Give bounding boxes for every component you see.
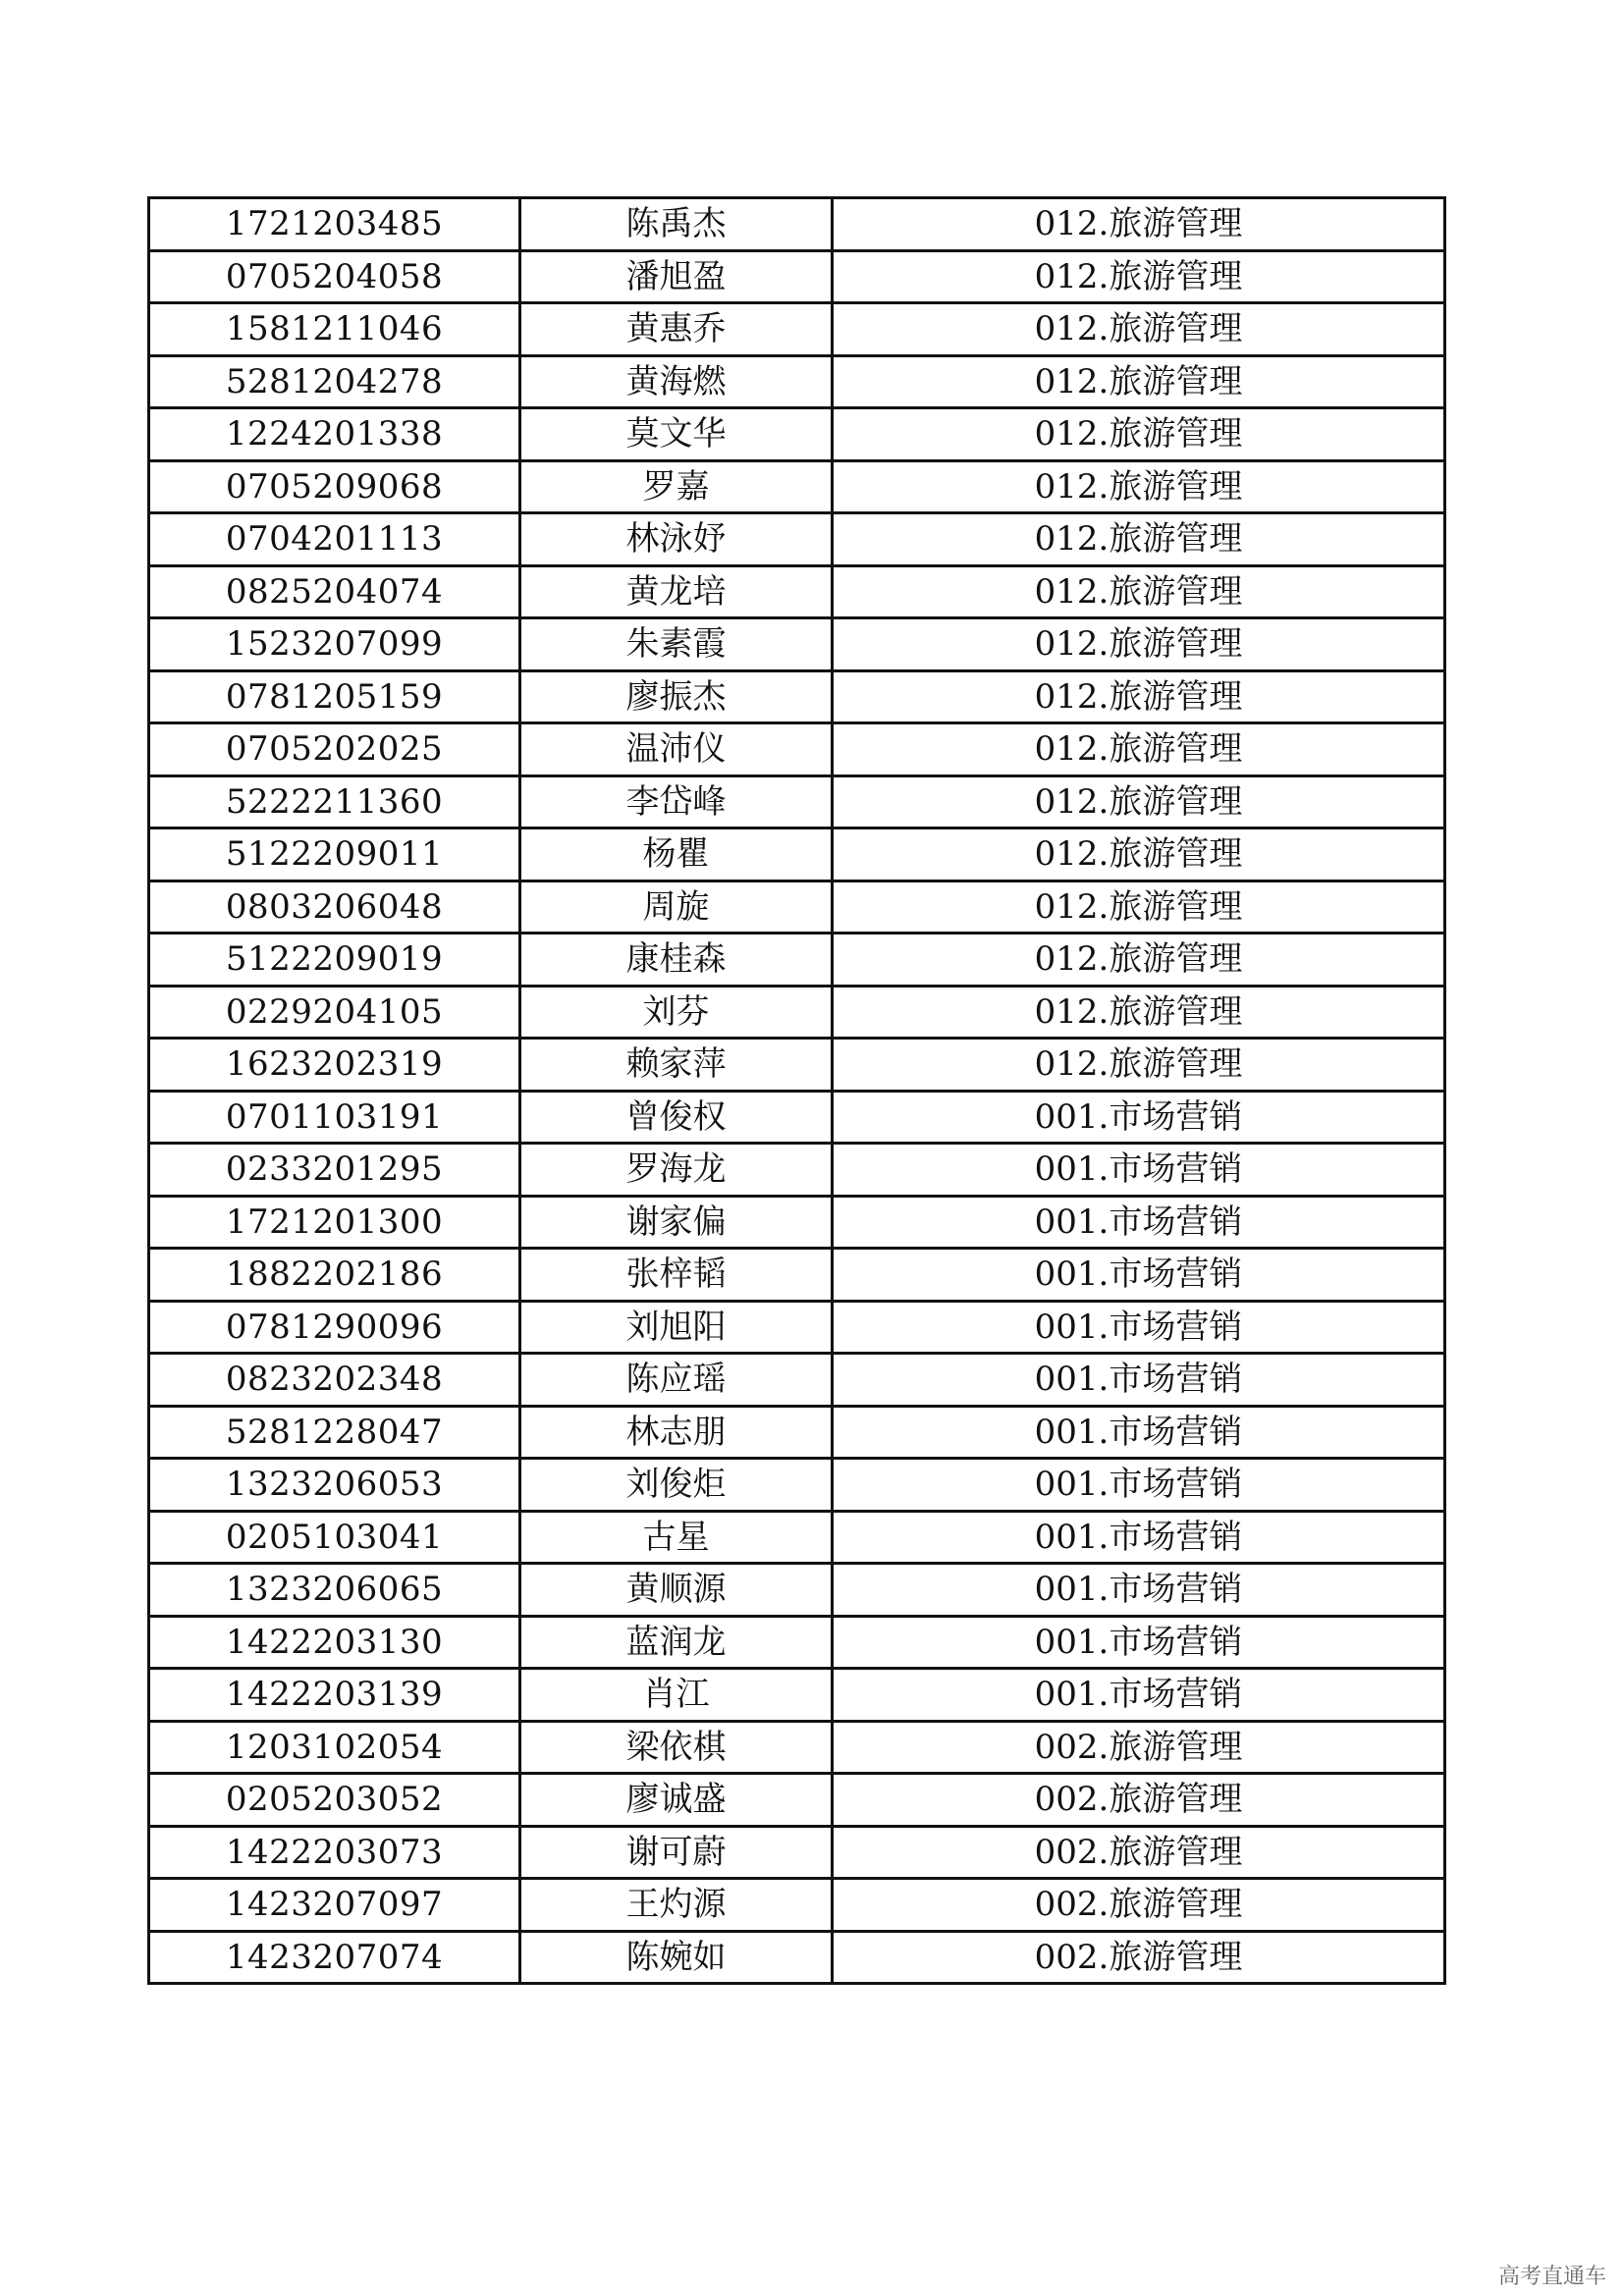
major-cell: 001.市场营销 [833, 1144, 1445, 1197]
table-row [149, 1249, 1445, 1302]
major-cell: 001.市场营销 [833, 1301, 1445, 1354]
student-name-cell: 莫文华 [520, 408, 833, 461]
table-row [149, 618, 1445, 671]
student-id-cell: 1721203485 [149, 198, 520, 251]
major-cell: 002.旅游管理 [833, 1931, 1445, 1984]
student-id-cell: 5281228047 [149, 1406, 520, 1459]
student-name-cell: 刘俊炬 [520, 1459, 833, 1512]
major-cell: 001.市场营销 [833, 1249, 1445, 1302]
table-row [149, 1564, 1445, 1617]
table-row [149, 881, 1445, 934]
student-name-cell: 黄龙培 [520, 565, 833, 618]
student-id-cell: 0781205159 [149, 670, 520, 723]
student-name-cell: 罗嘉 [520, 460, 833, 513]
table-row [149, 355, 1445, 408]
student-id-cell: 0705202025 [149, 723, 520, 776]
student-id-cell: 5281204278 [149, 355, 520, 408]
student-id-cell: 5122209011 [149, 828, 520, 881]
major-cell: 012.旅游管理 [833, 250, 1445, 303]
watermark: 高考直通车 [1497, 2265, 1606, 2289]
student-name-cell: 谢家偏 [520, 1196, 833, 1249]
student-id-cell: 5122209019 [149, 934, 520, 987]
student-id-cell: 1523207099 [149, 618, 520, 671]
major-cell: 012.旅游管理 [833, 670, 1445, 723]
roster-table [147, 196, 1446, 1985]
student-name-cell: 陈婉如 [520, 1931, 833, 1984]
table-row [149, 513, 1445, 566]
student-name-cell: 王灼源 [520, 1879, 833, 1932]
student-id-cell: 0823202348 [149, 1354, 520, 1407]
major-cell: 012.旅游管理 [833, 618, 1445, 671]
student-name-cell: 曾俊权 [520, 1091, 833, 1144]
table-row [149, 1354, 1445, 1407]
student-name-cell: 廖振杰 [520, 670, 833, 723]
student-name-cell: 陈应瑶 [520, 1354, 833, 1407]
table-row [149, 723, 1445, 776]
student-name-cell: 潘旭盈 [520, 250, 833, 303]
table-row [149, 934, 1445, 987]
student-name-cell: 古星 [520, 1511, 833, 1564]
major-cell: 001.市场营销 [833, 1669, 1445, 1722]
student-name-cell: 谢可蔚 [520, 1826, 833, 1879]
student-id-cell: 0701103191 [149, 1091, 520, 1144]
table-row [149, 1301, 1445, 1354]
table-row [149, 1091, 1445, 1144]
student-id-cell: 1423207074 [149, 1931, 520, 1984]
table-row [149, 1721, 1445, 1774]
student-id-cell: 1423207097 [149, 1879, 520, 1932]
major-cell: 012.旅游管理 [833, 198, 1445, 251]
major-cell: 002.旅游管理 [833, 1721, 1445, 1774]
student-id-cell: 1581211046 [149, 303, 520, 356]
table-row [149, 1669, 1445, 1722]
table-row [149, 986, 1445, 1039]
major-cell: 012.旅游管理 [833, 934, 1445, 987]
table-row [149, 460, 1445, 513]
table-row [149, 1879, 1445, 1932]
student-id-cell: 0705209068 [149, 460, 520, 513]
student-name-cell: 李岱峰 [520, 775, 833, 828]
table-row [149, 1826, 1445, 1879]
table-row [149, 1616, 1445, 1669]
student-name-cell: 张梓韬 [520, 1249, 833, 1302]
major-cell: 012.旅游管理 [833, 460, 1445, 513]
student-id-cell: 0825204074 [149, 565, 520, 618]
student-id-cell: 0229204105 [149, 986, 520, 1039]
student-name-cell: 林志朋 [520, 1406, 833, 1459]
student-name-cell: 陈禹杰 [520, 198, 833, 251]
student-name-cell: 刘芬 [520, 986, 833, 1039]
student-name-cell: 康桂森 [520, 934, 833, 987]
student-name-cell: 刘旭阳 [520, 1301, 833, 1354]
table-row [149, 1039, 1445, 1092]
table-row [149, 1931, 1445, 1984]
roster-body [149, 198, 1445, 1984]
table-row [149, 1774, 1445, 1827]
major-cell: 012.旅游管理 [833, 828, 1445, 881]
major-cell: 002.旅游管理 [833, 1826, 1445, 1879]
student-id-cell: 1323206065 [149, 1564, 520, 1617]
student-id-cell: 0205203052 [149, 1774, 520, 1827]
major-cell: 012.旅游管理 [833, 355, 1445, 408]
major-cell: 012.旅游管理 [833, 986, 1445, 1039]
table-row [149, 303, 1445, 356]
table-row [149, 250, 1445, 303]
table-row [149, 828, 1445, 881]
major-cell: 012.旅游管理 [833, 565, 1445, 618]
student-name-cell: 赖家萍 [520, 1039, 833, 1092]
major-cell: 001.市场营销 [833, 1616, 1445, 1669]
table-row [149, 198, 1445, 251]
student-name-cell: 罗海龙 [520, 1144, 833, 1197]
student-id-cell: 1882202186 [149, 1249, 520, 1302]
student-id-cell: 1224201338 [149, 408, 520, 461]
student-id-cell: 1721201300 [149, 1196, 520, 1249]
major-cell: 001.市场营销 [833, 1196, 1445, 1249]
table-row [149, 1144, 1445, 1197]
student-id-cell: 1422203139 [149, 1669, 520, 1722]
major-cell: 002.旅游管理 [833, 1774, 1445, 1827]
major-cell: 012.旅游管理 [833, 1039, 1445, 1092]
student-name-cell: 廖诚盛 [520, 1774, 833, 1827]
major-cell: 001.市场营销 [833, 1511, 1445, 1564]
student-id-cell: 0803206048 [149, 881, 520, 934]
major-cell: 001.市场营销 [833, 1459, 1445, 1512]
table-row [149, 1511, 1445, 1564]
major-cell: 012.旅游管理 [833, 408, 1445, 461]
table-row [149, 565, 1445, 618]
student-id-cell: 1323206053 [149, 1459, 520, 1512]
student-name-cell: 黄顺源 [520, 1564, 833, 1617]
student-id-cell: 1203102054 [149, 1721, 520, 1774]
table-row [149, 775, 1445, 828]
student-name-cell: 周旋 [520, 881, 833, 934]
student-name-cell: 林泳妤 [520, 513, 833, 566]
major-cell: 012.旅游管理 [833, 881, 1445, 934]
table-row [149, 1196, 1445, 1249]
major-cell: 012.旅游管理 [833, 723, 1445, 776]
major-cell: 012.旅游管理 [833, 303, 1445, 356]
major-cell: 001.市场营销 [833, 1091, 1445, 1144]
student-name-cell: 杨瞿 [520, 828, 833, 881]
major-cell: 012.旅游管理 [833, 513, 1445, 566]
student-name-cell: 朱素霞 [520, 618, 833, 671]
student-name-cell: 肖江 [520, 1669, 833, 1722]
student-name-cell: 梁依棋 [520, 1721, 833, 1774]
student-id-cell: 0233201295 [149, 1144, 520, 1197]
table-row [149, 408, 1445, 461]
student-id-cell: 1422203130 [149, 1616, 520, 1669]
student-name-cell: 黄海燃 [520, 355, 833, 408]
student-id-cell: 0704201113 [149, 513, 520, 566]
student-name-cell: 黄惠乔 [520, 303, 833, 356]
table-row [149, 670, 1445, 723]
student-id-cell: 0205103041 [149, 1511, 520, 1564]
student-name-cell: 蓝润龙 [520, 1616, 833, 1669]
major-cell: 001.市场营销 [833, 1406, 1445, 1459]
table-row [149, 1459, 1445, 1512]
table-row [149, 1406, 1445, 1459]
major-cell: 001.市场营销 [833, 1564, 1445, 1617]
major-cell: 002.旅游管理 [833, 1879, 1445, 1932]
student-id-cell: 1422203073 [149, 1826, 520, 1879]
student-name-cell: 温沛仪 [520, 723, 833, 776]
student-id-cell: 5222211360 [149, 775, 520, 828]
major-cell: 001.市场营销 [833, 1354, 1445, 1407]
major-cell: 012.旅游管理 [833, 775, 1445, 828]
student-id-cell: 1623202319 [149, 1039, 520, 1092]
student-id-cell: 0705204058 [149, 250, 520, 303]
student-id-cell: 0781290096 [149, 1301, 520, 1354]
